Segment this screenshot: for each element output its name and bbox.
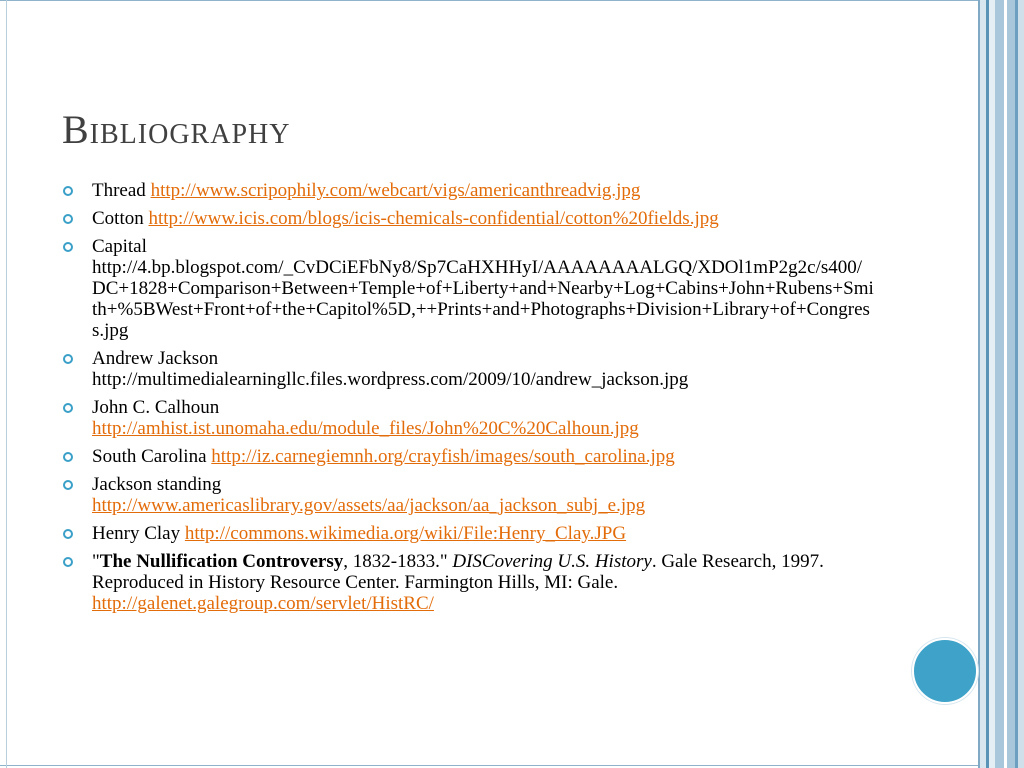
bullet-icon (63, 557, 73, 567)
bullet-icon (63, 452, 73, 462)
list-item (62, 236, 874, 341)
calhoun-link[interactable]: http://amhist.ist.unomaha.edu/module_files/John%20C%20Calhoun.jpg (92, 418, 639, 439)
citation-quote: " (92, 551, 100, 572)
item-label: Capital (92, 236, 147, 257)
citation-source: DISCovering U.S. History (452, 551, 652, 572)
bullet-icon (63, 529, 73, 539)
list-item (62, 397, 874, 439)
slide-title: Bibliography (62, 107, 291, 152)
frame-left-line (6, 0, 7, 768)
list-item (62, 446, 874, 467)
bullet-icon (63, 354, 73, 364)
capital-url-text: http://4.bp.blogspot.com/_CvDCiEFbNy8/Sp7CaHXHHyI/AAAAAAAALGQ/XDOl1mP2g2c/s400/DC+1828+Comparison+Between+Temple+of+Liberty+and+Nearby+Log+Cabins+John+Rubens+Smith+%5BWest+Front+of+the+Capitol%5D,++Prints+and+Photographs+Division+Library+of+Congress.jpg (92, 257, 874, 341)
galenet-link[interactable]: http://galenet.galegroup.com/servlet/HistRC/ (92, 593, 434, 614)
bullet-icon (63, 480, 73, 490)
frame-top-line (0, 0, 982, 1)
jackson-standing-link[interactable]: http://www.americaslibrary.gov/assets/aa/jackson/aa_jackson_subj_e.jpg (92, 495, 646, 516)
list-item (62, 180, 874, 201)
list-item (62, 348, 874, 390)
list-item (62, 474, 874, 516)
andrew-jackson-url-text: http://multimedialearningllc.files.wordpress.com/2009/10/andrew_jackson.jpg (92, 369, 689, 390)
item-label: John C. Calhoun (92, 397, 220, 418)
citation-title: The Nullification Controversy (99, 551, 344, 572)
item-label: Cotton (92, 208, 144, 229)
bibliography-list (62, 180, 874, 621)
decorative-stripes (978, 0, 1024, 768)
item-label: Henry Clay (92, 523, 181, 544)
citation-years: , 1832-1833." (343, 551, 453, 572)
item-label: Andrew Jackson (92, 348, 219, 369)
citation-publisher: . Gale Research, 1997. Reproduced in History Resource Center. Farmington Hills, MI: Gale. (92, 551, 824, 593)
frame-bottom-line (0, 765, 982, 766)
item-label: South Carolina (92, 446, 207, 467)
bullet-icon (63, 214, 73, 224)
south-carolina-link[interactable]: http://iz.carnegiemnh.org/crayfish/images/south_carolina.jpg (211, 446, 675, 467)
bullet-icon (63, 242, 73, 252)
list-item (62, 208, 874, 229)
thread-link[interactable]: http://www.scripophily.com/webcart/vigs/americanthreadvig.jpg (150, 180, 641, 201)
list-item (62, 551, 874, 614)
decorative-circle (912, 638, 978, 704)
list-item (62, 523, 874, 544)
bullet-icon (63, 186, 73, 196)
item-label: Jackson standing (92, 474, 222, 495)
item-label: Thread (92, 180, 146, 201)
cotton-link[interactable]: http://www.icis.com/blogs/icis-chemicals-confidential/cotton%20fields.jpg (148, 208, 719, 229)
henry-clay-link[interactable]: http://commons.wikimedia.org/wiki/File:Henry_Clay.JPG (184, 523, 627, 544)
bullet-icon (63, 403, 73, 413)
